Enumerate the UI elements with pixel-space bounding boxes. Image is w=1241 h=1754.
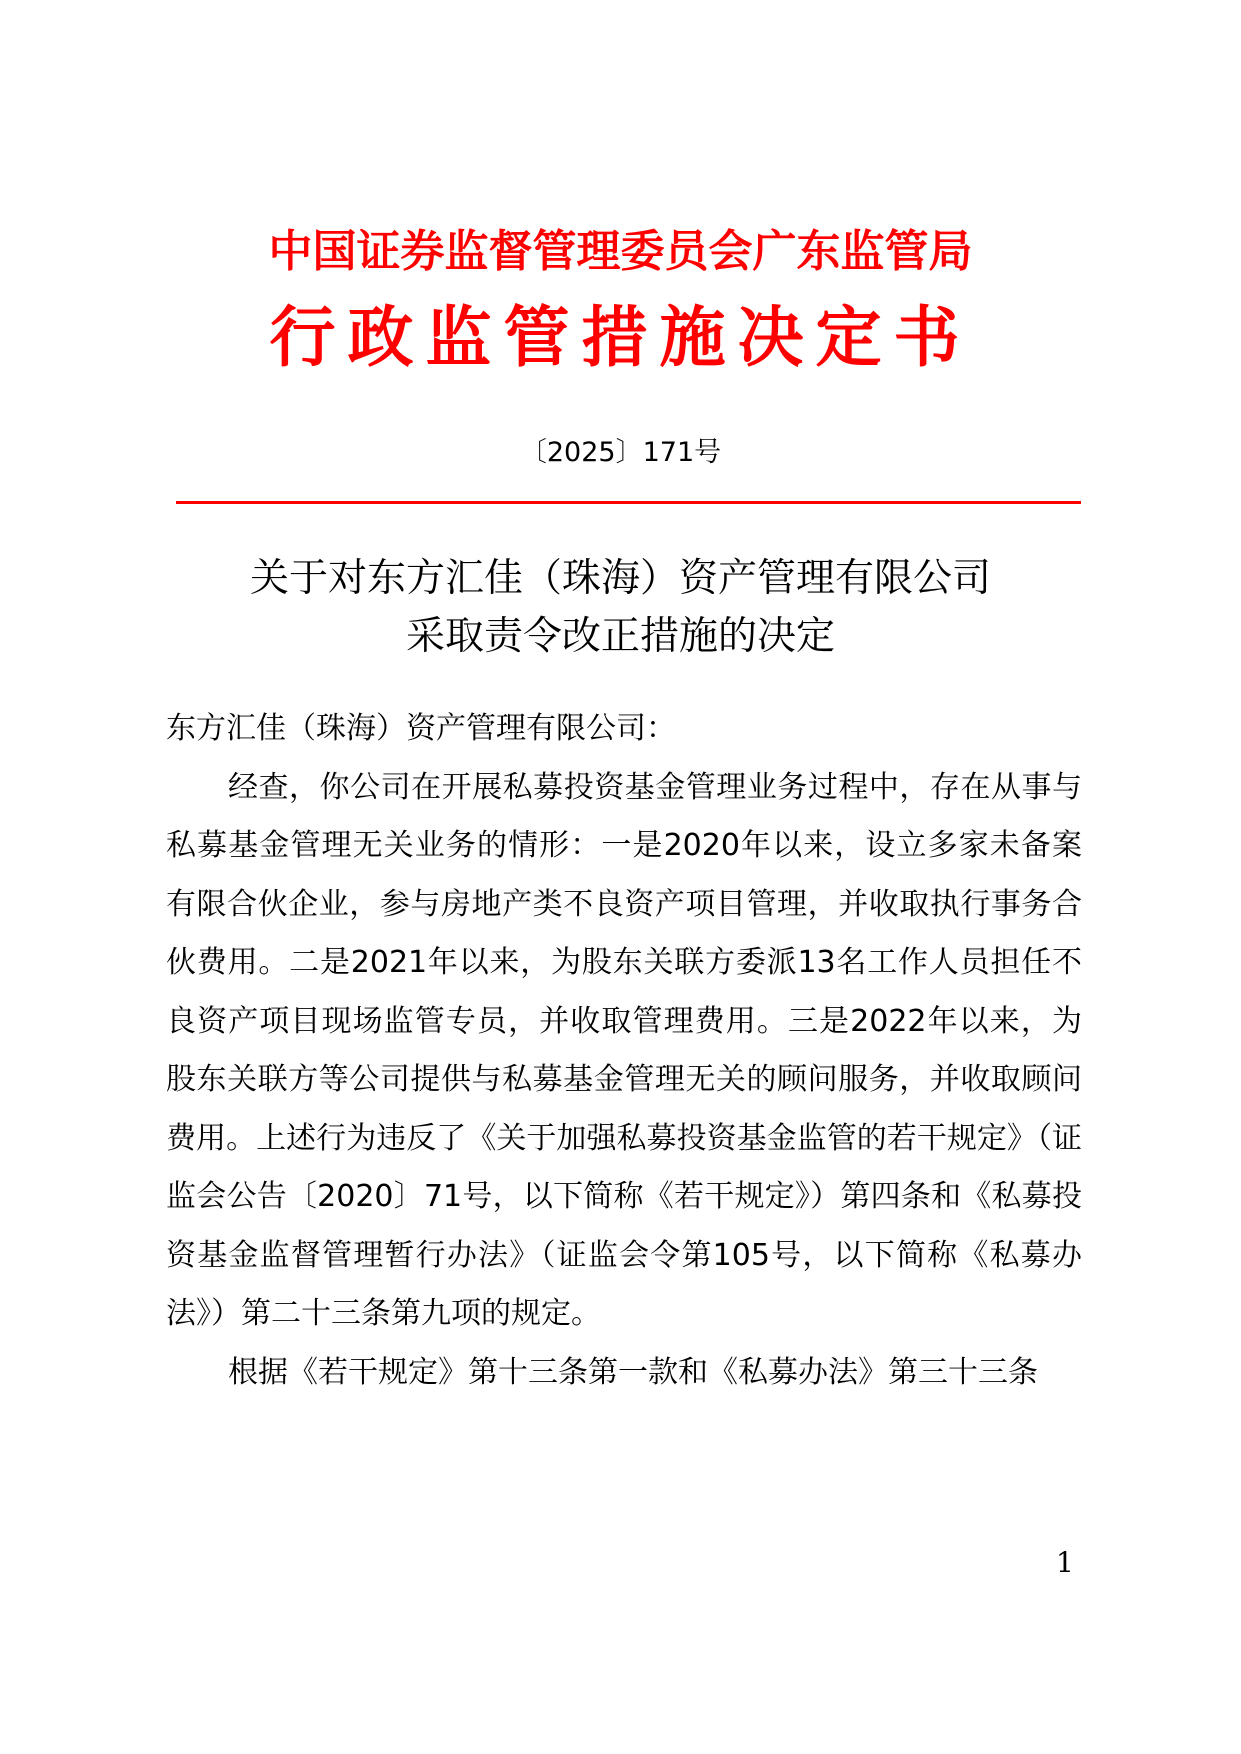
- paragraph: 根据《若干规定》第十三条第一款和《私募办法》第三十三条: [228, 1354, 1038, 1390]
- addressee: 东方汇佳（珠海）资产管理有限公司：: [166, 711, 676, 746]
- issuer-heading: 中国证券监督管理委员会广东监管局: [268, 226, 973, 277]
- page-number: 1: [1056, 1546, 1074, 1579]
- document-title: [0, 550, 1241, 666]
- red-divider: [176, 501, 1081, 504]
- title-line-1: 关于对东方汇佳（珠海）资产管理有限公司: [249, 556, 991, 601]
- paragraph: 经查，你公司在开展私募投资基金管理业务过程中，存在从事与私募基金管理无关业务的情形：一是2020年以来，设立多家未备案有限合伙企业，参与房地产类不良资产项目管理，并收取执行事务合伙费用。二是2021年以来，为股东关联方委派13名工作人员担任不良资产项目现场监管专员，并收取管理费用。三是2022年以来，为股东关联方等公司提供与私募基金管理无关的顾问服务，并收取顾问费用。上述行为违反了《关于加强私募投资基金监管的若干规定》（证监会公告〔2020〕71号，以下简称《若干规定》）第四条和《私募投资基金监督管理暂行办法》（证监会令第105号，以下简称《私募办法》）第二十三条第九项的规定。: [166, 769, 1082, 1331]
- document-body: [166, 700, 1082, 1402]
- title-line-2: 采取责令改正措施的决定: [405, 614, 835, 659]
- document-number: 〔2025〕171号: [519, 437, 722, 468]
- document-type-heading: 行政监管措施决定书: [269, 299, 972, 376]
